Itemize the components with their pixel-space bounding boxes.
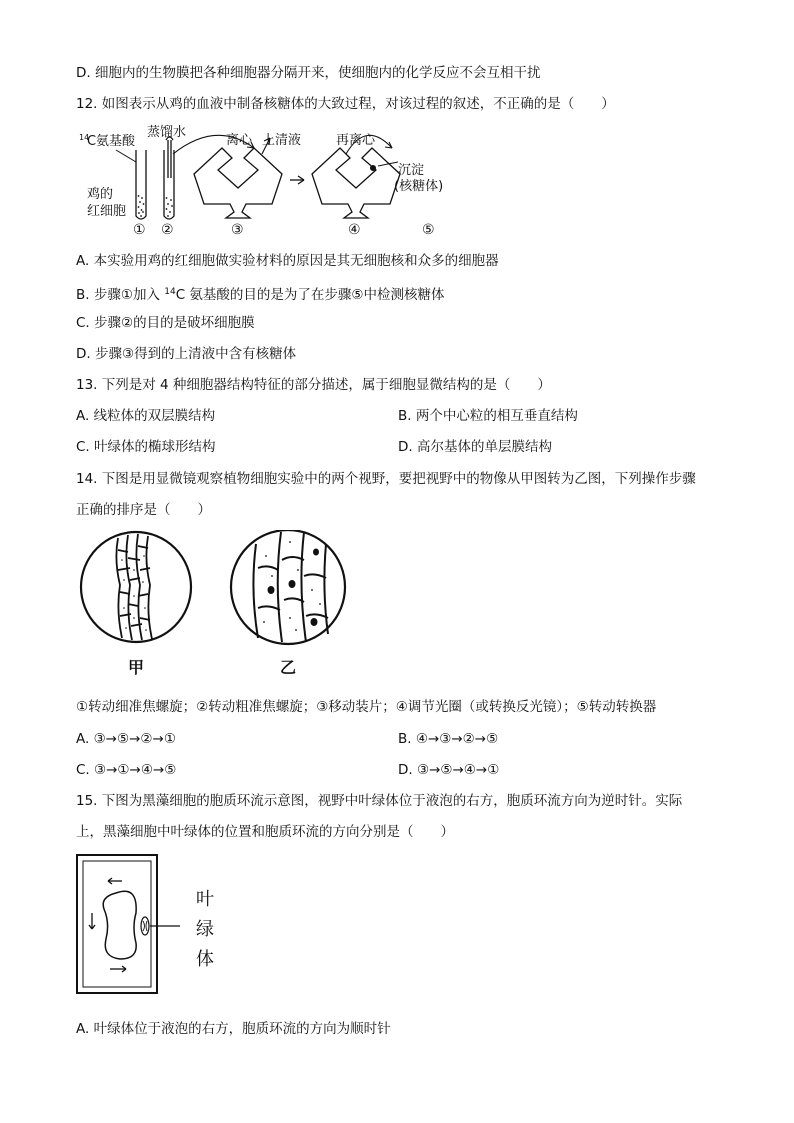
q12-tube-1 [136,150,146,219]
q11-option-d: D. 细胞内的生物膜把各种细胞器分隔开来，使细胞内的化学反应不会互相干扰 [76,65,541,81]
q14-option-d: D. ③→⑤→④→① [398,762,500,778]
q12-rbc-label: 红细胞 [87,204,127,219]
q15-stem-line1: 15. 下图为黑藻细胞的胞质环流示意图，视野中叶绿体位于液泡的右方，胞质环流方向为逆时针。实际 [76,793,683,809]
q13-option-b: B. 两个中心粒的相互垂直结构 [398,408,578,424]
q12-centrifuge-4 [312,148,400,218]
q13-option-c: C. 叶绿体的椭球形结构 [76,439,216,455]
q12-figure [76,118,496,240]
q14-label-yi: 乙 [280,658,297,677]
q14-stem-line2: 正确的排序是（ ） [76,502,211,518]
q15-figure [76,853,236,998]
q12-water-label: 蒸馏水 [147,125,187,140]
q12-tube-2-cells [166,197,173,217]
q12-step-2: ② [161,222,174,238]
q14-option-c: C. ③→①→④→⑤ [76,762,177,778]
q12-centrifuge-label: 离心 [226,133,253,148]
q15-arrow-bottom [110,966,126,972]
q13-option-a: A. 线粒体的双层膜结构 [76,408,216,424]
q14-steps-text: ①转动细准焦螺旋；②转动粗准焦螺旋；③移动装片；④调节光圈（或转换反光镜）；⑤转动转换器 [76,699,657,715]
q15-label-ye: 叶 [196,889,214,910]
q12-step-1: ① [133,222,146,238]
q15-option-a: A. 叶绿体位于液泡的右方，胞质环流的方向为顺时针 [76,1021,391,1037]
q15-label-lv: 绿 [196,919,214,940]
q15-vacuole [103,891,136,959]
q15-stem-line2: 上，黑藻细胞中叶绿体的位置和胞质环流的方向分别是（ ） [76,824,454,840]
q15-arrow-top [108,878,122,884]
q12-option-d: D. 步骤③得到的上清液中含有核糖体 [76,346,297,362]
q15-label-ti: 体 [196,949,214,970]
q12-option-c: C. 步骤②的目的是破坏细胞膜 [76,315,255,331]
q12-recentrifuge-label: 再离心 [336,133,376,148]
q12-amino-acid-label: 氨基酸 [96,134,136,149]
q12-precipitate-label: 沉淀 [398,163,425,178]
q13-option-d: D. 高尔基体的单层膜结构 [398,439,552,455]
q12-ribosome-label: (核糖体) [394,179,444,194]
q12-option-b-post: C 氨基酸的目的是为了在步骤⑤中检测核糖体 [175,287,445,303]
q14-figure [76,530,366,680]
q15-chloroplast [141,917,149,935]
q12-supernatant-label: 上清液 [262,133,302,148]
q13-stem: 13. 下列是对 4 种细胞器结构特征的部分描述，属于细胞显微结构的是（ ） [76,377,551,393]
q12-option-b-sup: 14 [164,287,176,297]
q12-arrow-amino [116,150,136,162]
q14-field-yi [231,530,345,644]
q12-step-4: ④ [348,222,361,238]
q12-stem: 12. 如图表示从鸡的血液中制备核糖体的大致过程，对该过程的叙述，不正确的是（ ） [76,96,615,112]
q15-arrow-left [89,913,95,929]
q12-tube-1-cells [138,195,145,217]
q12-centrifuge-3 [194,148,282,218]
q14-stem-line1: 14. 下图是用显微镜观察植物细胞实验中的两个视野，要把视野中的物像从甲图转为乙图，下列操作步骤 [76,471,696,487]
q12-isotope-c: C [87,134,97,149]
q12-precipitate-dot [370,165,376,171]
q12-chicken-label: 鸡的 [87,187,114,202]
q12-isotope-sup: 14 [79,133,90,142]
q12-option-b-pre: B. 步骤①加入 [76,287,165,303]
q14-field-jia [81,532,191,642]
q12-option-b [76,283,445,304]
q14-option-b: B. ④→③→②→⑤ [398,731,499,747]
q14-label-jia: 甲 [128,658,145,677]
q12-step-5: ⑤ [422,222,435,238]
q12-option-a: A. 本实验用鸡的红细胞做实验材料的原因是其无细胞核和众多的细胞器 [76,253,499,269]
q14-option-a: A. ③→⑤→②→① [76,731,176,747]
q12-step-3: ③ [231,222,244,238]
